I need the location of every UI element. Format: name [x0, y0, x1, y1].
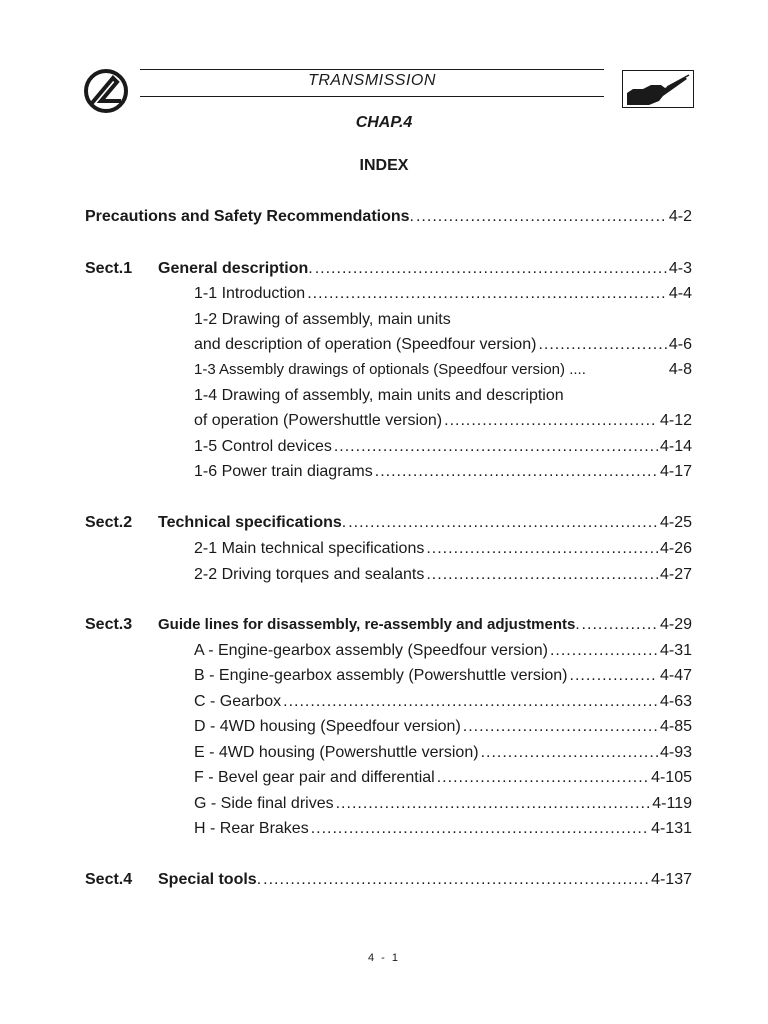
toc-page: 4-85	[659, 718, 692, 735]
toc-page: 4-26	[659, 540, 692, 557]
leader-dots	[481, 741, 658, 765]
toc-entry: of operation (Powershuttle version)	[194, 412, 443, 429]
toc-page: 4-25	[659, 514, 692, 531]
toc-row	[194, 639, 692, 663]
toc-page: 4-137	[651, 871, 692, 888]
leader-dots	[437, 766, 649, 790]
toc-row	[194, 766, 692, 790]
toc-row-section: Special tools. ..... 4-137	[158, 868, 692, 892]
toc-entry: F - Bevel gear pair and differential	[194, 769, 435, 786]
leader-dots	[570, 664, 658, 688]
toc-row	[194, 690, 692, 714]
toc-entry: A - Engine-gearbox assembly (Speedfour version)	[194, 642, 548, 659]
toc-page: 4-119	[652, 795, 692, 812]
index-heading: INDEX	[359, 157, 409, 174]
section-number: Sect.3	[85, 616, 133, 633]
toc-entry: 1-2 Drawing of assembly, main units	[194, 311, 451, 328]
toc-row	[194, 664, 692, 688]
toc-page: 4-8	[668, 361, 692, 378]
toc-entry: D - 4WD housing (Speedfour version)	[194, 718, 461, 735]
toc-page: 4-105	[651, 769, 692, 786]
toc-entry: C - Gearbox	[194, 693, 282, 710]
toc-entry: 2-2 Driving torques and sealants	[194, 566, 425, 583]
toc-row	[194, 460, 692, 484]
chapter-label: CHAP.4	[355, 114, 413, 131]
toc-page: 4-14	[659, 438, 692, 455]
leader-dots	[311, 817, 649, 841]
leader-dots	[550, 639, 658, 663]
toc-row	[194, 715, 692, 739]
section-title: Guide lines for disassembly, re-assembly and adjustments	[158, 616, 576, 633]
leader-dots	[444, 409, 658, 433]
toc-entry: 1-5 Control devices	[194, 438, 332, 455]
leader-dots	[283, 690, 658, 714]
section-title: Technical specifications	[158, 514, 342, 531]
toc-page: 4-12	[659, 412, 692, 429]
toc-page: 4-47	[659, 667, 692, 684]
toc-entry: H - Rear Brakes	[194, 820, 309, 837]
toc-row	[194, 333, 692, 357]
pointing-hand-icon	[622, 70, 694, 108]
section-number: Sect.2	[85, 514, 133, 531]
toc-entry: 2-1 Main technical specifications	[194, 540, 425, 557]
toc-row	[194, 817, 692, 841]
toc-row-section: General description. ..... 4-3	[158, 257, 692, 281]
leader-dots	[334, 435, 658, 459]
toc-entry: 1-6 Power train diagrams	[194, 463, 373, 480]
leader-dots	[426, 563, 658, 587]
page-number: 4 - 1	[367, 952, 400, 964]
section-number: Sect.4	[85, 871, 133, 888]
brand-logo-icon	[83, 68, 129, 114]
section-title: Special tools	[158, 871, 257, 888]
leader-dots	[307, 282, 667, 306]
toc-entry: and description of operation (Speedfour version)	[194, 336, 537, 353]
toc-title: Precautions and Safety Recommendations	[85, 208, 410, 225]
toc-row	[194, 563, 692, 587]
toc-row	[194, 384, 692, 408]
toc-entry: G - Side final drives	[194, 795, 334, 812]
toc-row	[194, 308, 692, 332]
toc-row	[194, 409, 692, 433]
section-number: Sect.1	[85, 260, 133, 277]
toc-page: 4-29	[659, 616, 692, 633]
toc-page: 4-4	[668, 285, 692, 302]
toc-page: 4-63	[659, 693, 692, 710]
toc-row	[194, 741, 692, 765]
toc-row	[194, 792, 692, 816]
header-title: TRANSMISSION	[308, 72, 436, 89]
toc-entry: 1-1 Introduction	[194, 285, 306, 302]
toc-row-precautions: Precautions and Safety Recommendations. ..... 4-2	[85, 205, 692, 229]
leader-dots	[538, 333, 666, 357]
leader-dots	[263, 868, 649, 892]
toc-row-section: Guide lines for disassembly, re-assembly and adjustments. ..... 4-29	[158, 613, 692, 637]
toc-row	[194, 435, 692, 459]
leader-dots	[315, 257, 667, 281]
toc-page: 4-31	[659, 642, 692, 659]
header-rule-top	[140, 69, 604, 70]
toc-page: 4-2	[668, 208, 692, 225]
leader-dots	[375, 460, 658, 484]
leader-dots	[416, 205, 667, 229]
leader-dots	[463, 715, 658, 739]
toc-page: 4-27	[659, 566, 692, 583]
toc-row	[194, 358, 692, 382]
leader-dots	[582, 613, 658, 637]
toc-entry: 1-3 Assembly drawings of optionals (Speedfour version) ....	[194, 361, 586, 378]
toc-row	[194, 282, 692, 306]
toc-entry: E - 4WD housing (Powershuttle version)	[194, 744, 479, 761]
toc-entry: 1-4 Drawing of assembly, main units and description	[194, 387, 564, 404]
toc-row	[194, 537, 692, 561]
toc-entry: B - Engine-gearbox assembly (Powershuttle version)	[194, 667, 568, 684]
toc-page: 4-131	[651, 820, 692, 837]
toc-page: 4-3	[668, 260, 692, 277]
toc-page: 4-6	[668, 336, 692, 353]
toc-page: 4-93	[659, 744, 692, 761]
header-rule-bottom	[140, 96, 604, 97]
leader-dots	[426, 537, 658, 561]
section-title: General description	[158, 260, 309, 277]
leader-dots	[336, 792, 651, 816]
toc-row-section: Technical specifications. ..... 4-25	[158, 511, 692, 535]
toc-page: 4-17	[659, 463, 692, 480]
leader-dots	[348, 511, 658, 535]
